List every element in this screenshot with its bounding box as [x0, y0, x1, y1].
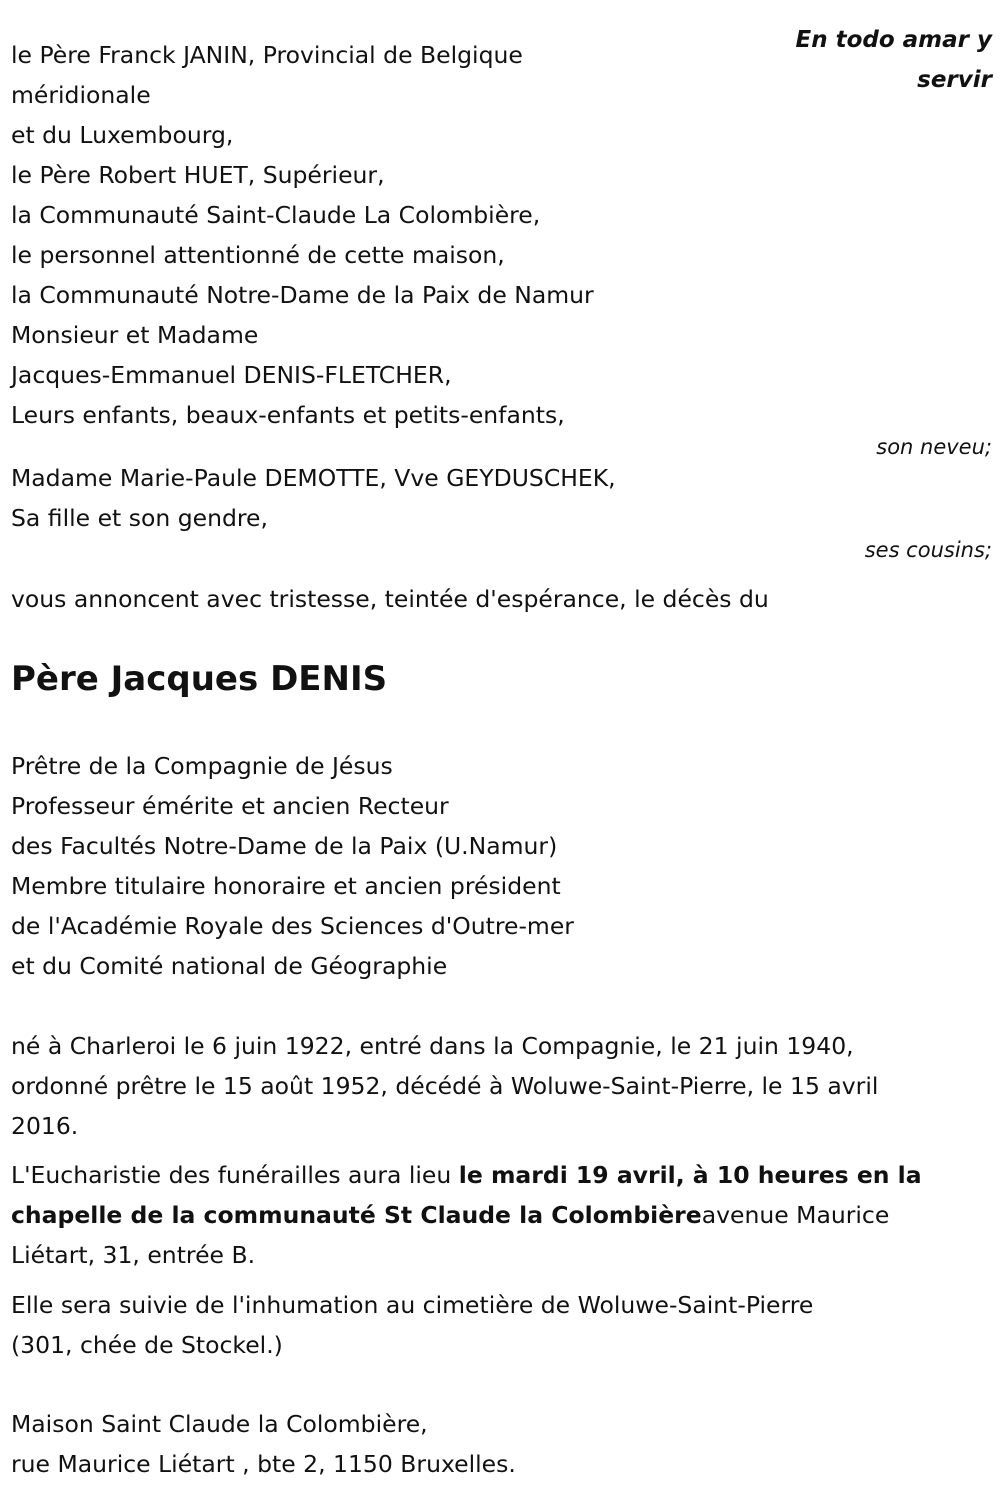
- announcement: [11, 579, 992, 619]
- announcer-line: le Père Robert HUET, Supérieur,: [11, 161, 385, 189]
- biography-line: 2016.: [11, 1112, 79, 1140]
- motto-line-2: servir: [917, 67, 992, 93]
- announcer-line: le personnel attentionné de cette maison,: [11, 241, 505, 269]
- title-line: Membre titulaire honoraire et ancien président: [11, 872, 561, 900]
- announcer-line: et du Luxembourg,: [11, 121, 234, 149]
- contact-line: Maison Saint Claude la Colombière,: [11, 1410, 428, 1438]
- deceased-titles: [11, 746, 992, 986]
- announcer-line: Jacques-Emmanuel DENIS-FLETCHER,: [11, 361, 452, 389]
- relation-note-cousins: ses cousins;: [864, 538, 992, 562]
- biography: [11, 1026, 992, 1146]
- title-line: et du Comité national de Géographie: [11, 952, 448, 980]
- announcer-line: le Père Franck JANIN, Provincial de Belgique: [11, 41, 523, 69]
- burial-line: (301, chée de Stockel.): [11, 1331, 283, 1359]
- contact-line: rue Maurice Liétart , bte 2, 1150 Bruxelles.: [11, 1450, 516, 1478]
- burial-details: [11, 1285, 992, 1365]
- motto-line-1: En todo amar y: [795, 27, 992, 53]
- announcers-group-1: [11, 35, 992, 459]
- title-line: Prêtre de la Compagnie de Jésus: [11, 752, 393, 780]
- announcer-line: la Communauté Notre-Dame de la Paix de Namur: [11, 281, 594, 309]
- announcer-line: méridionale: [11, 81, 151, 109]
- funeral-line-2: [11, 1195, 992, 1235]
- announcement-text: vous annoncent avec tristesse, teintée d'espérance, le décès du: [11, 585, 769, 613]
- funeral-details: [11, 1155, 992, 1275]
- deceased-name: Père Jacques DENIS: [11, 659, 388, 699]
- contact-address: [11, 1404, 992, 1484]
- biography-line: né à Charleroi le 6 juin 1922, entré dans la Compagnie, le 21 juin 1940,: [11, 1032, 854, 1060]
- funeral-line-1: [11, 1155, 992, 1195]
- title-line: de l'Académie Royale des Sciences d'Outre-mer: [11, 912, 574, 940]
- announcer-line: Sa fille et son gendre,: [11, 504, 268, 532]
- funeral-address-start: avenue Maurice: [701, 1201, 890, 1229]
- funeral-address-line: Liétart, 31, entrée B.: [11, 1241, 256, 1269]
- announcer-line: Madame Marie-Paule DEMOTTE, Vve GEYDUSCHEK,: [11, 464, 616, 492]
- funeral-intro: L'Eucharistie des funérailles aura lieu: [11, 1161, 459, 1189]
- burial-line: Elle sera suivie de l'inhumation au cimetière de Woluwe-Saint-Pierre: [11, 1291, 814, 1319]
- announcers-group-2: [11, 458, 992, 562]
- funeral-location: chapelle de la communauté St Claude la Colombière: [11, 1201, 702, 1229]
- announcer-line: Monsieur et Madame: [11, 321, 259, 349]
- title-line: des Facultés Notre-Dame de la Paix (U.Namur): [11, 832, 558, 860]
- title-line: Professeur émérite et ancien Recteur: [11, 792, 449, 820]
- announcer-line: Leurs enfants, beaux-enfants et petits-enfants,: [11, 401, 565, 429]
- announcer-line: la Communauté Saint-Claude La Colombière,: [11, 201, 541, 229]
- biography-line: ordonné prêtre le 15 août 1952, décédé à Woluwe-Saint-Pierre, le 15 avril: [11, 1072, 879, 1100]
- relation-note-nephew: son neveu;: [876, 435, 992, 459]
- funeral-date-time: le mardi 19 avril, à 10 heures en la: [458, 1161, 922, 1189]
